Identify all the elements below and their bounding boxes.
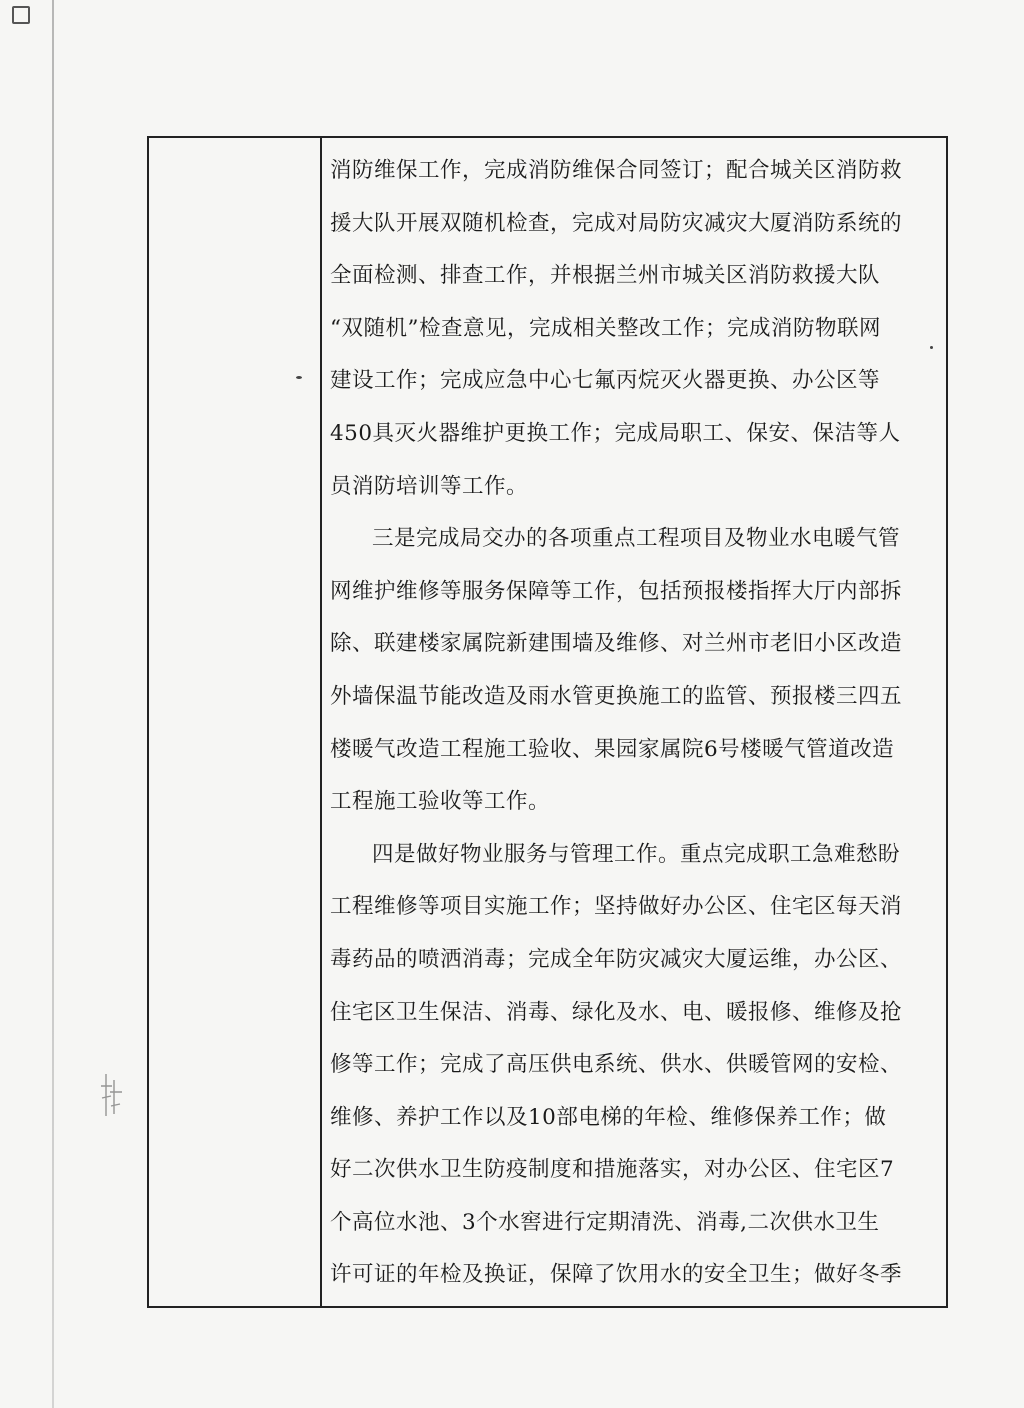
text-line: 工程施工验收等工作。 [330, 789, 551, 815]
text-line: 四是做好物业服务与管理工作。重点完成职工急难愁盼 [372, 841, 901, 867]
corner-scan-mark [12, 6, 30, 24]
text-line: 好二次供水卫生防疫制度和措施落实，对办公区、住宅区7 [330, 1157, 895, 1183]
text-line: 全面检测、排查工作，并根据兰州市城关区消防救援大队 [330, 263, 881, 289]
document-body [330, 145, 940, 1302]
bleed-through-mark [98, 1066, 128, 1126]
text-line: 建设工作；完成应急中心七氟丙烷灭火器更换、办公区等 [330, 368, 881, 394]
text-line: 工程维修等项目实施工作；坚持做好办公区、住宅区每天消 [330, 894, 903, 920]
text-line: 维修、养护工作以及10部电梯的年检、维修保养工作；做 [330, 1104, 887, 1130]
text-line: 毒药品的喷洒消毒；完成全年防灾减灾大厦运维，办公区、 [330, 946, 903, 972]
text-line: 网维护维修等服务保障等工作，包括预报楼指挥大厅内部拆 [330, 578, 903, 604]
scan-speck [296, 376, 302, 379]
table-column-divider [320, 136, 322, 1308]
text-line: 450具灭火器维护更换工作；完成局职工、保安、保洁等人 [330, 420, 901, 446]
text-line: 消防维保工作，完成消防维保合同签订；配合城关区消防救 [330, 158, 903, 183]
text-line: 三是完成局交办的各项重点工程项目及物业水电暖气管 [372, 526, 901, 552]
scan-edge-line [52, 0, 54, 1408]
text-line: “双随机”检查意见，完成相关整改工作；完成消防物联网 [330, 315, 881, 341]
text-line: 住宅区卫生保洁、消毒、绿化及水、电、暖报修、维修及抢 [330, 999, 903, 1025]
text-line: 修等工作；完成了高压供电系统、供水、供暖管网的安检、 [330, 1052, 903, 1078]
text-line: 员消防培训等工作。 [330, 473, 529, 499]
text-line: 外墙保温节能改造及雨水管更换施工的监管、预报楼三四五 [330, 683, 903, 709]
text-line: 楼暖气改造工程施工验收、果园家属院6号楼暖气管道改造 [330, 736, 895, 762]
text-line: 援大队开展双随机检查，完成对局防灾减灾大厦消防系统的 [330, 210, 903, 236]
text-line: 除、联建楼家属院新建围墙及维修、对兰州市老旧小区改造 [330, 631, 903, 657]
text-line: 许可证的年检及换证，保障了饮用水的安全卫生；做好冬季 [330, 1262, 903, 1288]
text-line: 个高位水池、3个水窖进行定期清洗、消毒,二次供水卫生 [330, 1209, 880, 1235]
